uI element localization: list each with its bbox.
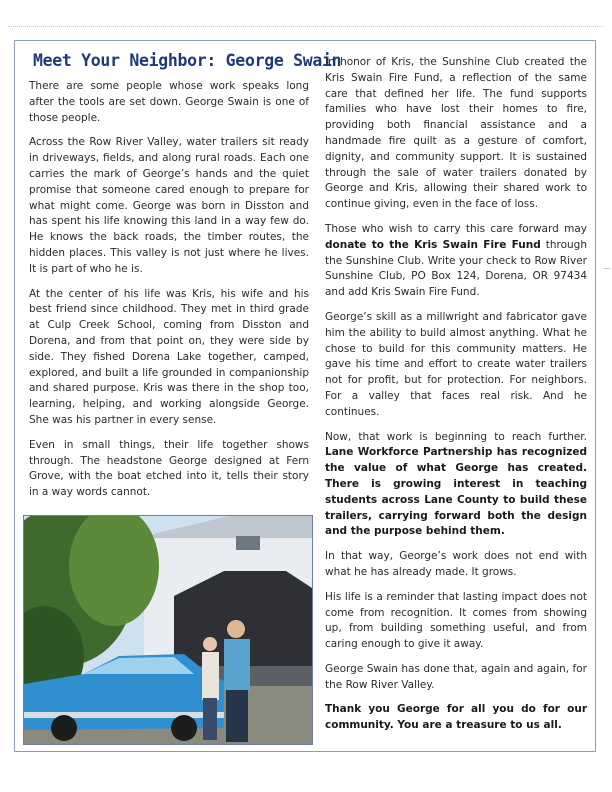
again-paragraph: George Swain has done that, again and again, for the Row River Valley.	[325, 662, 587, 691]
impact-paragraph: His life is a reminder that lasting impact does not come from recognition. It comes from showing up, from building something useful, and from caring enough to give it away.	[325, 590, 587, 651]
fire-fund-paragraph: In honor of Kris, the Sunshine Club created the Kris Swain Fire Fund, a reflection of the same care that defined her life. The fund supports families who have lost their homes to fire, providing both financial assistance and a handmade fire quilt as a gesture of comfort, dignity, and community support. It is sustained through the sale of water trailers donated by George and Kris, allowing their shared work to continue giving, even in the face of loss.	[325, 56, 587, 211]
kris-paragraph: At the center of his life was Kris, his wife and his best friend since childhood. They met in third grade at Culp Creek School, coming from Disston and Dorena, and from that point on, they were side by side. They fished Dorena Lake together, camped, explored, and built a life grounded in companionship and shared purpose. Kris was there in the shop too, learning, helping, and working alongside George. She was his partner in every sense.	[29, 287, 309, 426]
thank-you-text: Thank you George for all you do for our community. You are a treasure to us all.	[325, 703, 587, 732]
george-and-kris-photo	[23, 515, 313, 745]
left-column	[29, 41, 342, 510]
donate-paragraph	[325, 222, 587, 301]
top-rule	[8, 26, 604, 27]
millwright-paragraph: George’s skill as a millwright and fabricator gave him the ability to build almost anything. What he chose to build for this community matters. He gave his time and effort to create water trailers not for profit, but for protection. For neighbors. For a valley that faces real risk. And he continues.	[325, 310, 587, 418]
grows-paragraph: In that way, George’s work does not end with what he has already made. It grows.	[325, 550, 587, 578]
thank-you-paragraph	[325, 702, 587, 734]
headstone-paragraph: Even in small things, their life together shows through. The headstone George designed at Fern Grove, with the boat etched into it, tells their story in a way words cannot.	[29, 438, 309, 499]
margin-mark	[604, 268, 610, 269]
donate-text-end: through the Sunshine Club. Write your check to Row River Sunshine Club, PO Box 124, Dorena, OR 97434 and add Kris Swain Fire Fund.	[325, 238, 587, 299]
intro-paragraph: There are some people whose work speaks long after the tools are set down. George Swain is one of those people.	[29, 80, 309, 124]
donate-text-start: Those who wish to carry this care forward may	[325, 222, 587, 235]
photo-illustration	[24, 516, 312, 744]
article-title: Meet Your Neighbor: George Swain	[33, 51, 342, 70]
workforce-emphasis: Lane Workforce Partnership has recognized the value of what George has created. There is growing interest in teaching students across Lane County to build these trailers, carrying forward both the design and the purpose behind them.	[325, 446, 587, 538]
donate-emphasis: donate to the Kris Swain Fire Fund	[325, 238, 541, 251]
workforce-paragraph	[325, 430, 587, 541]
article-frame	[14, 40, 596, 752]
right-column	[325, 41, 587, 743]
workforce-text-start: Now, that work is beginning to reach further.	[325, 430, 587, 443]
valley-paragraph: Across the Row River Valley, water trailers sit ready in driveways, fields, and along rural roads. Each one carries the mark of George’s hands and the quiet promise that someone cared enough to prepare for what might come. George was born in Disston and has spent his life knowing this land in a way few do. He knows the back roads, the timber routes, the hidden places. This valley is not just where he lives. It is part of who he is.	[29, 136, 309, 275]
